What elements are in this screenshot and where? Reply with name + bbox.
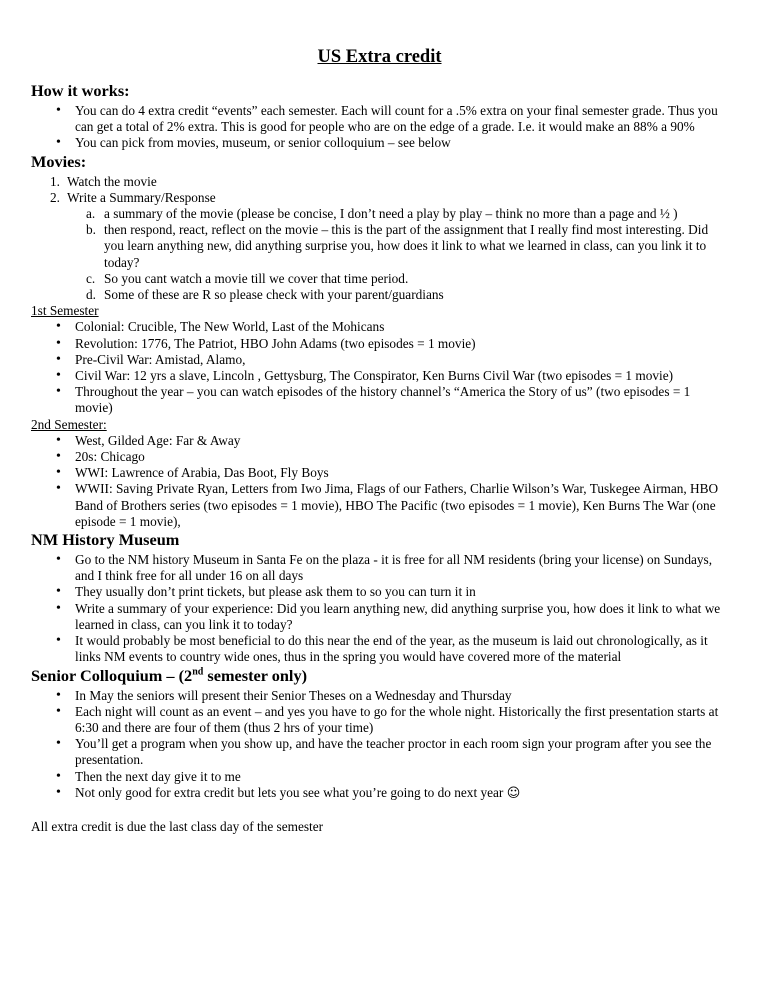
museum-list <box>31 552 728 665</box>
list-item: • Write a summary of your experience: Did you learn anything new, did anything surprise you, how does it link to what we learned in class, can you link it to today? <box>31 601 728 633</box>
movies-steps <box>31 174 728 304</box>
list-item: • You can do 4 extra credit “events” each semester. Each will count for a .5% extra on your final semester grade. Thus you can get a total of 2% extra. This is good for people who are on the edge of a grade. I.e. it would make an 88% a 90% <box>31 103 728 135</box>
list-item: • Go to the NM history Museum in Santa Fe on the plaza - it is free for all NM residents (bring your license) on Sundays, and I think free for all under 16 on all days <box>31 552 728 584</box>
list-item: • You’ll get a program when you show up, and have the teacher proctor in each room sign your program after you see the presentation. <box>31 736 728 768</box>
footer-note: All extra credit is due the last class day of the semester <box>31 818 324 834</box>
first-semester-label: 1st Semester <box>31 303 99 319</box>
second-semester-label: 2nd Semester: <box>31 416 107 432</box>
smiley-icon: ☺ <box>506 785 521 801</box>
list-item: • It would probably be most beneficial to do this near the end of the year, as the museum is laid out chronologically, as it links NM events to country wide ones, thus in the spring you would have covered more of the material <box>31 633 728 665</box>
list-item <box>31 287 728 303</box>
list-item: • Pre-Civil War: Amistad, Alamo, <box>31 352 728 368</box>
museum-heading: NM History Museum <box>31 530 180 550</box>
list-item <box>31 190 728 303</box>
substep-marker: a. <box>86 206 96 222</box>
substep-marker: c. <box>86 270 96 286</box>
list-item: • Revolution: 1776, The Patriot, HBO John Adams (two episodes = 1 movie) <box>31 336 728 352</box>
movies-heading: Movies: <box>31 151 87 171</box>
list-item <box>31 271 728 287</box>
list-item <box>31 785 728 802</box>
list-item: • Civil War: 12 yrs a slave, Lincoln , Gettysburg, The Conspirator, Ken Burns Civil War (two episodes = 1 movie) <box>31 368 728 384</box>
list-item: • Throughout the year – you can watch episodes of the history channel’s “America the Story of us” (two episodes = 1 movie) <box>31 384 728 416</box>
list-item: • In May the seniors will present their Senior Theses on a Wednesday and Thursday <box>31 688 728 704</box>
list-item <box>31 206 728 222</box>
list-item: • Then the next day give it to me <box>31 769 728 785</box>
colloquium-list <box>31 688 728 802</box>
list-item: • West, Gilded Age: Far & Away <box>31 433 728 449</box>
step-marker: 1. <box>50 173 60 189</box>
colloquium-heading-text: Senior Colloquium – (2 <box>31 665 193 685</box>
list-item: • WWI: Lawrence of Arabia, Das Boot, Fly Boys <box>31 465 728 481</box>
list-item: • You can pick from movies, museum, or senior colloquium – see below <box>31 135 728 151</box>
substep-marker: b. <box>86 222 96 238</box>
how-it-works-list <box>31 103 728 152</box>
list-item: • Each night will count as an event – and yes you have to go for the whole night. Historically the first presentation starts at 6:30 and there are four of them (thus 2 hrs of your time) <box>31 704 728 736</box>
list-item <box>31 222 728 271</box>
list-item: • They usually don’t print tickets, but please ask them to so you can turn it in <box>31 584 728 600</box>
step-text: Write a Summary/Response <box>67 189 216 205</box>
list-item: • Colonial: Crucible, The New World, Last of the Mohicans <box>31 319 728 335</box>
list-item-text: Not only good for extra credit but lets you see what you’re going to do next year <box>75 784 504 800</box>
movies-substeps <box>67 206 728 303</box>
substep-marker: d. <box>86 287 96 303</box>
page-title: US Extra credit <box>317 47 442 67</box>
colloquium-heading-text-end: semester only) <box>203 665 308 685</box>
list-item: • 20s: Chicago <box>31 449 728 465</box>
substep-text: So you cant watch a movie till we cover that time period. <box>104 270 409 286</box>
how-it-works-heading: How it works: <box>31 81 130 100</box>
colloquium-heading-sup: nd <box>192 666 204 678</box>
list-item: • WWII: Saving Private Ryan, Letters from Iwo Jima, Flags of our Fathers, Charlie Wilson’s War, Tuskegee Airman, HBO Band of Brothers series (two episodes = 1 movie), HBO The Pacific (two episodes = 1 movie), Ken Burns The War (one episode = 1 movie), <box>31 481 728 530</box>
second-semester-list <box>31 433 728 530</box>
substep-text: Some of these are R so please check with your parent/guardians <box>104 287 444 303</box>
step-text: Watch the movie <box>67 173 157 189</box>
step-marker: 2. <box>50 189 60 205</box>
list-item <box>31 174 728 190</box>
first-semester-list <box>31 319 728 416</box>
colloquium-heading <box>31 666 728 685</box>
substep-text: a summary of the movie (please be concise, I don’t need a play by play – think no more than a page and ½ ) <box>104 206 678 222</box>
substep-text: then respond, react, reflect on the movie – this is the part of the assignment that I really find most interesting. Did you learn anything new, did anything surprise you, how does it link to what we learned in class, can you link it to today? <box>104 222 709 270</box>
